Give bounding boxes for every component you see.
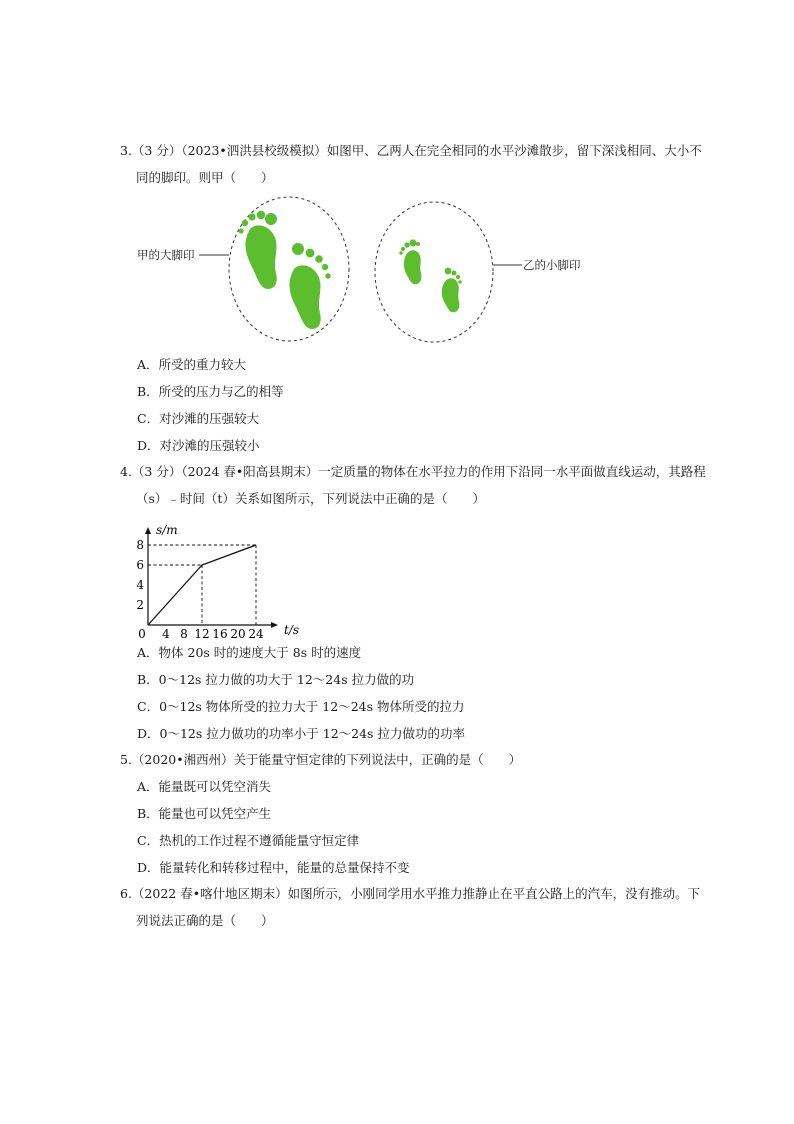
x-tick-label: 4	[162, 627, 170, 641]
series-line	[148, 545, 256, 625]
q4-option-a[interactable]: A．物体 20s 时的速度大于 8s 时的速度	[137, 645, 362, 660]
q6-stem-line1: 6.（2022 春•喀什地区期末）如图所示，小刚同学用水平推力推静止在平直公路上的汽车，没有推动。下	[120, 886, 701, 901]
q3-option-d[interactable]: D．对沙滩的压强较小	[137, 438, 260, 453]
small-footprint-label: 乙的小脚印	[523, 258, 581, 272]
q4-option-d[interactable]: D．0～12s 拉力做功的功率小于 12～24s 拉力做功的功率	[137, 726, 465, 741]
q3-option-a[interactable]: A．所受的重力较大	[137, 357, 247, 372]
q4-option-b[interactable]: B．0～12s 拉力做的功大于 12～24s 拉力做的功	[137, 672, 415, 687]
y-axis-label: s/m	[156, 523, 178, 537]
small-footprint-icon	[442, 268, 462, 313]
q3-option-b[interactable]: B．所受的压力与乙的相等	[137, 384, 284, 399]
x-tick-label: 24	[248, 627, 264, 641]
y-tick-label: 4	[136, 578, 144, 592]
big-footprint-icon	[290, 243, 331, 329]
q5-option-c[interactable]: C．热机的工作过程不遵循能量守恒定律	[137, 833, 360, 848]
q5-option-b[interactable]: B．能量也可以凭空产生	[137, 806, 272, 821]
x-tick-label: 20	[230, 627, 246, 641]
x-axis-label: t/s	[284, 623, 300, 637]
small-footprint-circle	[375, 202, 493, 342]
y-tick-label: 6	[136, 558, 144, 572]
y-tick-label: 8	[136, 538, 144, 552]
small-footprint-icon	[399, 239, 421, 284]
x-axis-arrow	[271, 622, 278, 628]
q5-option-a[interactable]: A．能量既可以凭空消失	[137, 779, 272, 794]
q4-stem-line1: 4.（3 分）（2024 春•阳高县期末）一定质量的物体在水平拉力的作用下沿同一水平面做直线运动，其路程	[120, 464, 706, 479]
q3-stem-line1: 3.（3 分）（2023•泗洪县校级模拟）如图甲、乙两人在完全相同的水平沙滩散步，留下深浅相同、大小不	[120, 143, 702, 158]
q4-stem-line2: （s）﹣时间（t）关系如图所示，下列说法中正确的是（ ）	[136, 491, 485, 506]
x-tick-label: 12	[194, 627, 210, 641]
q4-option-c[interactable]: C．0～12s 物体所受的拉力大于 12～24s 物体所受的拉力	[137, 699, 465, 714]
x-tick-label: 8	[180, 627, 188, 641]
y-axis-arrow	[145, 527, 151, 534]
x-tick-label: 0	[138, 627, 146, 641]
q5-stem-line1: 5.（2020•湘西州）关于能量守恒定律的下列说法中，正确的是（ ）	[120, 752, 522, 767]
q3-option-c[interactable]: C．对沙滩的压强较大	[137, 411, 260, 426]
q4-distance-time-chart	[130, 512, 300, 642]
big-footprint-label: 甲的大脚印	[137, 248, 195, 262]
big-footprint-circle	[229, 197, 349, 341]
y-tick-label: 2	[136, 598, 144, 612]
q5-option-d[interactable]: D．能量转化和转移过程中，能量的总量保持不变	[137, 860, 410, 875]
x-tick-label: 16	[212, 627, 228, 641]
q3-stem-line2: 同的脚印。则甲（ ）	[136, 170, 274, 185]
big-footprint-icon	[238, 211, 277, 289]
q6-stem-line2: 列说法正确的是（ ）	[136, 913, 274, 928]
